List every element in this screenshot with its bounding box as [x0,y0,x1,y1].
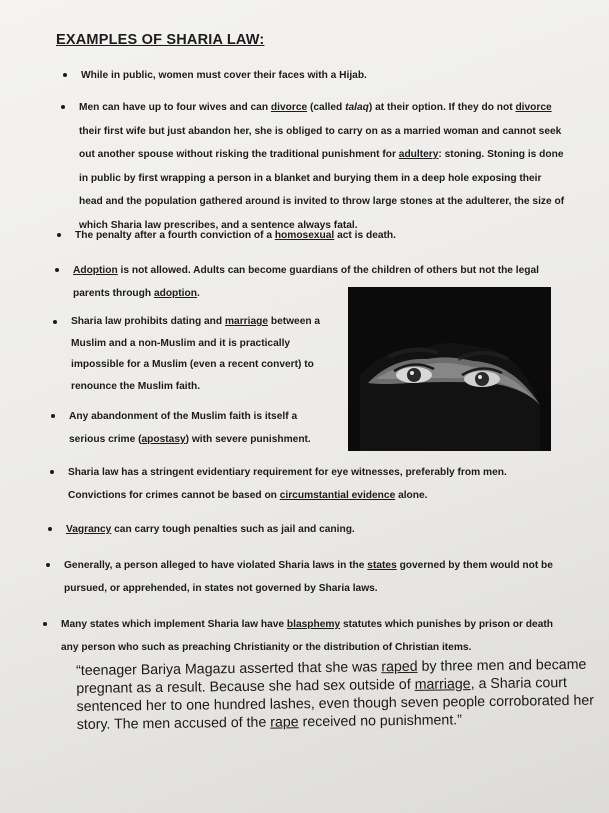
bullet-text: ) at their option. If they do not [368,102,516,113]
link-adoption[interactable]: adoption [153,288,197,299]
bullet-text: Sharia law prohibits dating and [71,316,225,327]
list-item [68,461,540,507]
bullet-text: alone. [395,490,428,501]
list-item [66,518,546,541]
bullet-text: Any abandonment of the Muslim faith is itself a serious crime ( [69,411,298,445]
bullet-text: can carry tough penalties such as jail and caning. [111,524,355,535]
bullet-text: While in public, women must cover their faces with a Hijab. [81,70,367,81]
link-adoption[interactable]: Adoption [73,265,118,276]
list-item [64,554,564,600]
bullet-dot [53,320,57,324]
list-item [71,311,333,397]
bullet-dot [46,563,50,567]
page-title: EXAMPLES OF SHARIA LAW: [56,32,265,48]
link-vagrancy[interactable]: Vagrancy [66,524,112,535]
list-item [79,96,567,238]
link-raped[interactable]: raped [381,658,418,676]
list-item [69,405,331,451]
link-states[interactable]: states [367,560,397,571]
bullet-dot [51,414,55,418]
link-divorce[interactable]: divorce [515,102,552,113]
bullet-text: The penalty after a fourth conviction of a [75,230,275,241]
link-apostasy[interactable]: apostasy [141,434,186,445]
veiled-eyes-image [348,287,551,451]
bullet-text: is not allowed. Adults can become guardians of the children of others but not the legal parents through [73,265,540,299]
link-adultery[interactable]: adultery [398,149,439,161]
bullet-text: Many states which implement Sharia law have [61,619,287,630]
link-rape[interactable]: rape [270,714,299,731]
quote-text: , a Sharia court sentenced her to one hundred lashes, even though seven people corroborated her story. The men accused of the [76,675,595,733]
bullet-text: between a Muslim and a non-Muslim and it is practically impossible for a Muslim (even a recent convert) to renounce the Muslim faith. [71,316,321,392]
quote-text: received no punishment.” [298,712,462,731]
bullet-dot [63,73,67,77]
quote-text: by three men and became pregnant as a result. Because she had sex outside of [76,656,587,697]
bullet-text: governed by them would not be pursued, or apprehended, in states not governed by Sharia laws. [64,560,553,594]
link-divorce[interactable]: divorce [270,102,308,113]
list-item [61,613,561,659]
bullet-dot [55,268,59,272]
quote-block [76,656,597,734]
bullet-dot [57,233,61,237]
quote-text: “teenager Bariya Magazu asserted that she was [76,659,382,679]
bullet-dot [50,470,54,474]
link-homosexual[interactable]: homosexual [274,230,335,241]
link-circumstantial-evidence[interactable]: circumstantial evidence [279,490,396,501]
list-item [75,224,555,247]
list-item [81,64,561,87]
bullet-text: . [196,288,200,299]
bullet-dot [48,527,52,531]
link-marriage[interactable]: marriage [414,676,471,693]
veiled-woman-photo [348,287,551,451]
bullet-text: (called [307,102,346,113]
link-blasphemy[interactable]: blasphemy [286,619,341,630]
bullet-text: ) with severe punishment. [185,434,311,445]
bullet-text: their first wife but just abandon her, she is obliged to carry on as a married woman and cannot seek out another spouse without risking the traditional punishment for [79,125,562,161]
bullet-dot [43,622,47,626]
link-marriage[interactable]: marriage [224,316,269,327]
bullet-text: Men can have up to four wives and can [79,102,271,113]
bullet-text: statutes which punishes by prison or death any person who such as preaching Christianity or the distribution of Christian items. [61,619,553,653]
bullet-text: Sharia law has a stringent evidentiary requirement for eye witnesses, preferably from men. Convictions for crimes cannot be based on [68,467,507,501]
bullet-text: act is death. [334,230,396,241]
term-talaq: talaq [345,102,369,113]
bullet-text: Generally, a person alleged to have violated Sharia laws in the [64,560,368,571]
bullet-text: : stoning. Stoning is done in public by first wrapping a person in a blanket and burying them in a deep hole exposing their head and the population gathered around is invited to throw large stones at the adulterer, the size of which Sharia law prescribes, and a sentence always fatal. [79,149,565,231]
bullet-dot [61,105,65,109]
